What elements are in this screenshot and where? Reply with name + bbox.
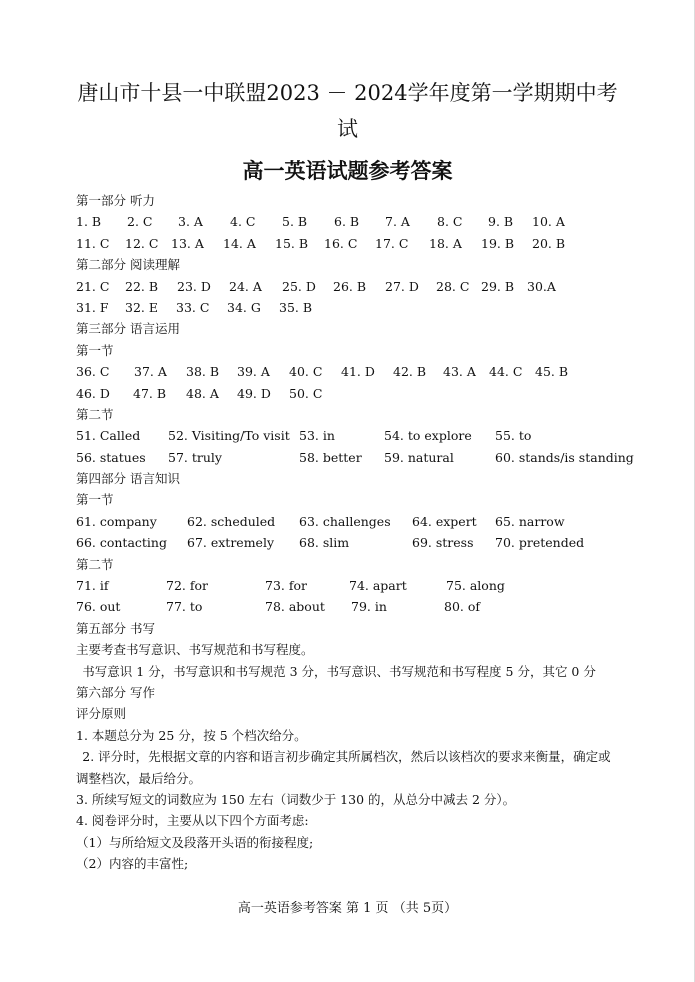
answer-item: 75. along (446, 578, 505, 594)
principle-subitem: （1）与所给短文及段落开头语的衔接程度; (76, 834, 314, 850)
answer-item: 54. to explore (384, 428, 472, 444)
answer-item: 35. B (279, 299, 313, 315)
answer-row (76, 361, 622, 382)
answer-item: 46. D (76, 385, 110, 401)
answer-item: 36. C (76, 364, 110, 380)
answer-item: 21. C (76, 278, 110, 294)
section-heading: 第一节 (76, 342, 114, 358)
principle-item: 3. 所续写短文的词数应为 150 左右（词数少于 130 的，从总分中减去 2 分）。 (76, 792, 516, 808)
answer-item: 60. stands/is standing (495, 449, 634, 465)
answer-item: 70. pretended (495, 535, 585, 551)
answer-item: 67. extremely (187, 535, 275, 551)
answer-item: 37. A (134, 364, 167, 380)
answer-row (76, 276, 622, 297)
part2-heading: 第二部分 阅读理解 (76, 257, 180, 273)
answer-item: 56. statues (76, 449, 146, 465)
answer-item: 80. of (444, 599, 481, 615)
answer-item: 57. truly (168, 449, 222, 465)
answer-item: 12. C (125, 235, 159, 251)
writing-score-text: 书写意识 1 分，书写意识和书写规范 3 分，书写意识、书写规范和书写程度 5 分，其它 0 分 (82, 663, 596, 679)
answer-item: 68. slim (299, 535, 350, 551)
answer-item: 39. A (237, 364, 270, 380)
answer-row (76, 447, 634, 468)
answer-row (76, 511, 622, 532)
section-heading: 第二节 (76, 556, 114, 572)
part4-heading: 第四部分 语言知识 (76, 471, 180, 487)
principle-item: 1. 本题总分为 25 分，按 5 个档次给分。 (76, 727, 307, 743)
answer-item: 18. A (429, 235, 462, 251)
answer-item: 49. D (237, 385, 271, 401)
answer-item: 79. in (351, 599, 387, 615)
answer-item: 48. A (186, 385, 219, 401)
title-line-1: 唐山市十县一中联盟2023 － 2024学年度第一学期期中考 (77, 81, 618, 105)
answer-item: 34. G (227, 299, 261, 315)
answer-item: 71. if (76, 578, 109, 594)
answer-row (76, 383, 622, 404)
answer-item: 28. C (436, 278, 470, 294)
answer-item: 47. B (133, 385, 167, 401)
answer-item: 59. natural (384, 449, 454, 465)
answer-item: 45. B (535, 364, 569, 380)
answer-row (76, 297, 622, 318)
answer-item: 65. narrow (495, 513, 565, 529)
answer-item: 55. to (495, 428, 532, 444)
answer-item: 66. contacting (76, 535, 167, 551)
answer-item: 58. better (299, 449, 362, 465)
answer-item: 74. apart (349, 578, 407, 594)
principle-item: 4. 阅卷评分时，主要从以下四个方面考虑: (76, 813, 309, 829)
answer-item: 25. D (282, 278, 316, 294)
answer-item: 41. D (341, 364, 375, 380)
answer-item: 50. C (289, 385, 323, 401)
answer-item: 63. challenges (299, 513, 391, 529)
section-heading: 第一节 (76, 492, 114, 508)
answer-item: 69. stress (412, 535, 474, 551)
answer-item: 27. D (385, 278, 419, 294)
answer-item: 78. about (265, 599, 325, 615)
answer-item: 4. C (230, 214, 256, 230)
answer-item: 30.A (527, 278, 556, 294)
principle-item: 2. 评分时，先根据文章的内容和语言初步确定其所属档次，然后以该档次的要求来衡量，确定或调整档次，最后给分。 (76, 749, 611, 786)
answer-item: 17. C (375, 235, 409, 251)
answer-row (76, 532, 622, 553)
part1-heading: 第一部分 听力 (76, 193, 155, 208)
document-title (60, 78, 635, 144)
answer-item: 72. for (166, 578, 208, 594)
answer-item: 77. to (166, 599, 203, 615)
answer-item: 51. Called (76, 428, 141, 444)
answer-item: 15. B (275, 235, 309, 251)
part6-heading: 第六部分 写作 (76, 685, 155, 701)
answer-item: 20. B (532, 235, 566, 251)
answer-item: 6. B (334, 214, 360, 230)
title-line-2: 试 (337, 117, 358, 141)
answer-item: 42. B (393, 364, 427, 380)
principle-subitem: （2）内容的丰富性; (76, 856, 189, 872)
answer-item: 40. C (289, 364, 323, 380)
answer-item: 1. B (76, 214, 102, 230)
answer-item: 29. B (481, 278, 515, 294)
answer-row (76, 575, 622, 596)
answer-item: 44. C (489, 364, 523, 380)
answer-item: 16. C (324, 235, 358, 251)
answer-item: 5. B (282, 214, 308, 230)
answer-item: 33. C (176, 299, 210, 315)
part3-heading: 第三部分 语言运用 (76, 321, 180, 337)
answer-item: 3. A (178, 214, 203, 230)
answer-item: 38. B (186, 364, 220, 380)
answer-item: 62. scheduled (187, 513, 276, 529)
answer-item: 64. expert (412, 513, 477, 529)
answer-item: 61. company (76, 513, 157, 529)
answer-item: 43. A (443, 364, 476, 380)
answer-item: 26. B (333, 278, 367, 294)
answer-row (76, 425, 622, 446)
part5-heading: 第五部分 书写 (76, 620, 155, 636)
answer-row (76, 596, 622, 617)
answer-item: 24. A (229, 278, 262, 294)
answer-row (76, 233, 622, 254)
writing-criteria-text: 主要考查书写意识、书写规范和书写程度。 (76, 642, 314, 658)
section-heading: 第二节 (76, 406, 114, 422)
answer-item: 13. A (171, 235, 204, 251)
answer-item: 19. B (481, 235, 515, 251)
answer-item: 10. A (532, 214, 565, 230)
scoring-principle-label: 评分原则 (76, 706, 127, 722)
page-footer: 高一英语参考答案 第 1 页 （共 5页） (237, 901, 458, 916)
answer-content (76, 190, 634, 875)
answer-item: 73. for (265, 578, 307, 594)
answer-item: 32. E (125, 299, 158, 315)
answer-item: 7. A (385, 214, 410, 230)
answer-item: 22. B (125, 278, 159, 294)
answer-item: 11. C (76, 235, 110, 251)
document-subtitle: 高一英语试题参考答案 (242, 159, 453, 183)
answer-item: 14. A (223, 235, 256, 251)
answer-item: 53. in (299, 428, 335, 444)
answer-item: 23. D (177, 278, 211, 294)
answer-item: 2. C (127, 214, 153, 230)
answer-item: 76. out (76, 599, 121, 615)
answer-item: 8. C (437, 214, 463, 230)
answer-item: 52. Visiting/To visit (168, 428, 290, 444)
answer-item: 9. B (488, 214, 514, 230)
answer-row (76, 211, 622, 232)
answer-item: 31. F (76, 299, 109, 315)
